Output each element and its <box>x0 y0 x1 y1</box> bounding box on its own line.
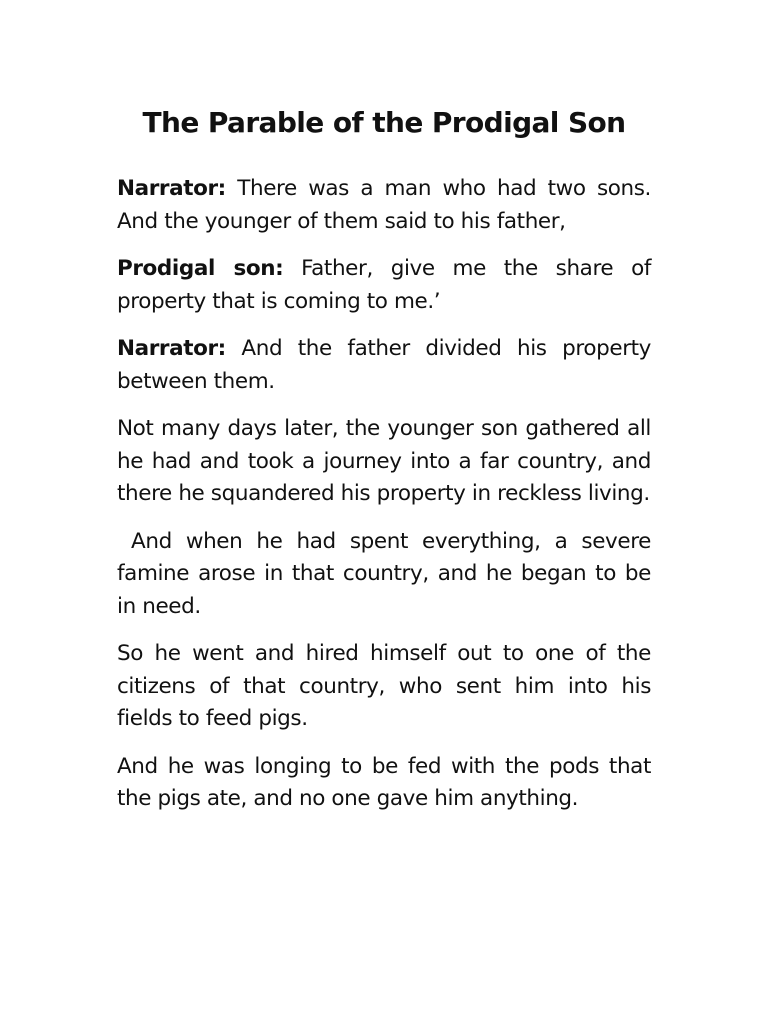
paragraph-2 <box>117 253 651 318</box>
paragraph-5 <box>117 526 651 624</box>
paragraph-4 <box>117 413 651 511</box>
paragraph-3 <box>117 333 651 398</box>
document-title: The Parable of the Prodigal Son <box>142 106 626 139</box>
paragraph-text: Father, give me the share of property that is coming to me.’ <box>117 256 652 314</box>
paragraph-text: There was a man who had two sons. And the younger of them said to his father, <box>117 176 651 234</box>
paragraph-text: Not many days later, the younger son gathered all he had and took a journey into a far country, and there he squandered his property in reckless living. <box>117 416 651 506</box>
document-page <box>117 104 651 831</box>
speaker-label: Narrator: <box>117 176 226 201</box>
paragraph-7 <box>117 751 651 816</box>
paragraph-text: And he was longing to be fed with the pods that the pigs ate, and no one gave him anything. <box>117 753 651 811</box>
paragraph-text: So he went and hired himself out to one of the citizens of that country, who sent him into his fields to feed pigs. <box>117 641 651 731</box>
paragraph-text: And when he had spent everything, a severe famine arose in that country, and he began to be in need. <box>117 528 651 619</box>
paragraph-6 <box>117 638 651 736</box>
speaker-label: Prodigal son: <box>117 256 284 281</box>
speaker-label: Narrator: <box>117 336 226 361</box>
paragraph-1 <box>117 173 651 238</box>
paragraph-text: And the father divided his property between them. <box>117 336 651 394</box>
